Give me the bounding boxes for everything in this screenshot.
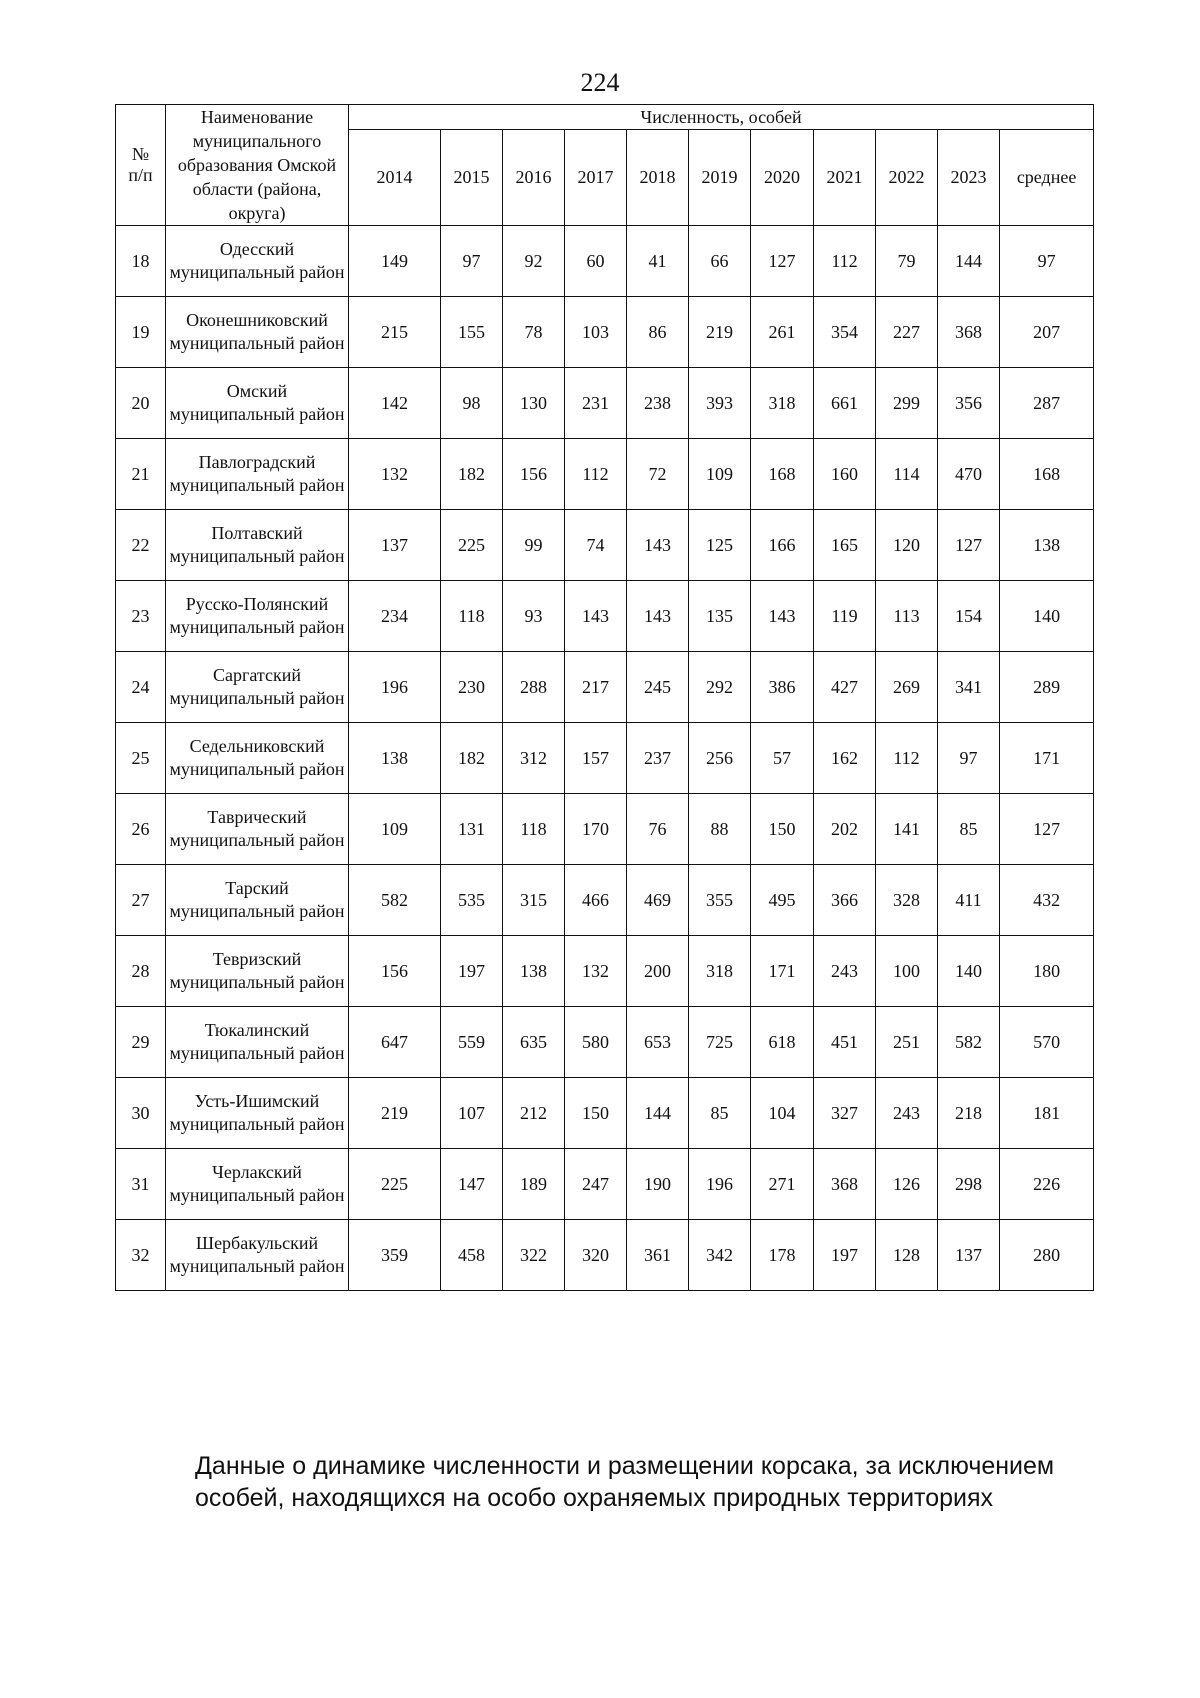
row-value: 127 <box>938 510 1000 581</box>
row-value: 230 <box>441 652 503 723</box>
row-value: 200 <box>627 936 689 1007</box>
row-value: 138 <box>1000 510 1094 581</box>
table-row <box>116 226 1094 297</box>
row-value: 113 <box>876 581 938 652</box>
row-value: 190 <box>627 1149 689 1220</box>
row-num: 29 <box>116 1007 166 1078</box>
row-value: 99 <box>503 510 565 581</box>
row-num: 28 <box>116 936 166 1007</box>
row-value: 247 <box>565 1149 627 1220</box>
row-name: Усть-Ишимский муниципальный район <box>166 1078 349 1149</box>
row-value: 144 <box>938 226 1000 297</box>
table-row <box>116 581 1094 652</box>
row-value: 86 <box>627 297 689 368</box>
row-num: 25 <box>116 723 166 794</box>
row-value: 202 <box>814 794 876 865</box>
header-year: 2020 <box>751 130 814 226</box>
row-value: 138 <box>503 936 565 1007</box>
row-value: 287 <box>1000 368 1094 439</box>
row-value: 143 <box>627 581 689 652</box>
row-value: 79 <box>876 226 938 297</box>
row-value: 156 <box>349 936 441 1007</box>
row-value: 196 <box>689 1149 751 1220</box>
row-value: 109 <box>689 439 751 510</box>
row-value: 292 <box>689 652 751 723</box>
row-value: 100 <box>876 936 938 1007</box>
row-value: 315 <box>503 865 565 936</box>
row-value: 245 <box>627 652 689 723</box>
row-value: 168 <box>751 439 814 510</box>
row-value: 170 <box>565 794 627 865</box>
row-value: 237 <box>627 723 689 794</box>
row-value: 72 <box>627 439 689 510</box>
row-value: 217 <box>565 652 627 723</box>
row-value: 427 <box>814 652 876 723</box>
row-num: 19 <box>116 297 166 368</box>
row-name: Полтавский муниципальный район <box>166 510 349 581</box>
row-value: 155 <box>441 297 503 368</box>
table-row <box>116 1007 1094 1078</box>
row-value: 147 <box>441 1149 503 1220</box>
row-value: 157 <box>565 723 627 794</box>
row-value: 469 <box>627 865 689 936</box>
row-value: 288 <box>503 652 565 723</box>
row-value: 635 <box>503 1007 565 1078</box>
row-value: 312 <box>503 723 565 794</box>
row-value: 60 <box>565 226 627 297</box>
header-year: 2018 <box>627 130 689 226</box>
row-value: 154 <box>938 581 1000 652</box>
row-value: 97 <box>938 723 1000 794</box>
row-value: 458 <box>441 1220 503 1291</box>
row-value: 280 <box>1000 1220 1094 1291</box>
row-value: 135 <box>689 581 751 652</box>
row-value: 112 <box>876 723 938 794</box>
row-value: 112 <box>814 226 876 297</box>
row-value: 171 <box>1000 723 1094 794</box>
row-value: 238 <box>627 368 689 439</box>
table-row <box>116 1149 1094 1220</box>
row-value: 320 <box>565 1220 627 1291</box>
row-value: 322 <box>503 1220 565 1291</box>
row-value: 356 <box>938 368 1000 439</box>
row-value: 97 <box>1000 226 1094 297</box>
row-value: 261 <box>751 297 814 368</box>
population-table <box>115 104 1094 1291</box>
row-name: Тюкалинский муниципальный район <box>166 1007 349 1078</box>
row-value: 165 <box>814 510 876 581</box>
row-value: 227 <box>876 297 938 368</box>
row-value: 131 <box>441 794 503 865</box>
row-value: 411 <box>938 865 1000 936</box>
row-value: 120 <box>876 510 938 581</box>
row-value: 219 <box>689 297 751 368</box>
row-value: 182 <box>441 723 503 794</box>
row-value: 269 <box>876 652 938 723</box>
row-value: 231 <box>565 368 627 439</box>
header-name: Наименование муниципального образования Омской области (района, округа) <box>166 105 349 226</box>
table-row <box>116 936 1094 1007</box>
row-value: 125 <box>689 510 751 581</box>
table-row <box>116 1220 1094 1291</box>
row-value: 661 <box>814 368 876 439</box>
row-value: 128 <box>876 1220 938 1291</box>
row-name: Саргатский муниципальный район <box>166 652 349 723</box>
header-num: № п/п <box>116 105 166 226</box>
row-value: 225 <box>441 510 503 581</box>
row-value: 171 <box>751 936 814 1007</box>
table-body <box>116 226 1094 1291</box>
row-value: 149 <box>349 226 441 297</box>
row-value: 318 <box>751 368 814 439</box>
row-value: 355 <box>689 865 751 936</box>
row-name: Омский муниципальный район <box>166 368 349 439</box>
row-value: 219 <box>349 1078 441 1149</box>
row-value: 85 <box>689 1078 751 1149</box>
row-name: Тарский муниципальный район <box>166 865 349 936</box>
row-value: 197 <box>441 936 503 1007</box>
header-year: 2014 <box>349 130 441 226</box>
row-name: Седельниковский муниципальный район <box>166 723 349 794</box>
row-name: Павлоградский муниципальный район <box>166 439 349 510</box>
row-value: 218 <box>938 1078 1000 1149</box>
row-value: 137 <box>938 1220 1000 1291</box>
row-value: 535 <box>441 865 503 936</box>
row-value: 289 <box>1000 652 1094 723</box>
caption: Данные о динамике численности и размещении корсака, за исключением особей, находящихся на особо охраняемых природных территориях <box>195 1452 1055 1512</box>
table-row <box>116 297 1094 368</box>
row-value: 580 <box>565 1007 627 1078</box>
row-num: 18 <box>116 226 166 297</box>
row-name: Таврический муниципальный район <box>166 794 349 865</box>
row-value: 104 <box>751 1078 814 1149</box>
row-value: 299 <box>876 368 938 439</box>
table-row <box>116 368 1094 439</box>
row-value: 178 <box>751 1220 814 1291</box>
row-value: 243 <box>814 936 876 1007</box>
header-group: Численность, особей <box>349 105 1094 130</box>
row-num: 32 <box>116 1220 166 1291</box>
row-value: 386 <box>751 652 814 723</box>
row-value: 112 <box>565 439 627 510</box>
row-value: 212 <box>503 1078 565 1149</box>
row-name: Тевризский муниципальный район <box>166 936 349 1007</box>
row-num: 23 <box>116 581 166 652</box>
table-row <box>116 794 1094 865</box>
row-value: 168 <box>1000 439 1094 510</box>
row-num: 30 <box>116 1078 166 1149</box>
row-value: 432 <box>1000 865 1094 936</box>
header-year: среднее <box>1000 130 1094 226</box>
row-value: 127 <box>1000 794 1094 865</box>
row-num: 26 <box>116 794 166 865</box>
row-value: 256 <box>689 723 751 794</box>
row-value: 354 <box>814 297 876 368</box>
row-name: Оконешниковский муниципальный район <box>166 297 349 368</box>
row-num: 20 <box>116 368 166 439</box>
row-value: 150 <box>565 1078 627 1149</box>
row-value: 143 <box>565 581 627 652</box>
table-row <box>116 510 1094 581</box>
table-row <box>116 723 1094 794</box>
row-value: 118 <box>503 794 565 865</box>
row-value: 327 <box>814 1078 876 1149</box>
row-value: 359 <box>349 1220 441 1291</box>
row-value: 107 <box>441 1078 503 1149</box>
row-value: 156 <box>503 439 565 510</box>
table-row <box>116 652 1094 723</box>
row-value: 160 <box>814 439 876 510</box>
row-value: 143 <box>751 581 814 652</box>
row-value: 141 <box>876 794 938 865</box>
row-value: 196 <box>349 652 441 723</box>
row-value: 150 <box>751 794 814 865</box>
row-value: 140 <box>1000 581 1094 652</box>
row-value: 181 <box>1000 1078 1094 1149</box>
row-value: 318 <box>689 936 751 1007</box>
row-value: 98 <box>441 368 503 439</box>
row-value: 103 <box>565 297 627 368</box>
row-value: 88 <box>689 794 751 865</box>
row-num: 22 <box>116 510 166 581</box>
row-value: 470 <box>938 439 1000 510</box>
row-value: 109 <box>349 794 441 865</box>
row-name: Одесский муниципальный район <box>166 226 349 297</box>
row-value: 243 <box>876 1078 938 1149</box>
row-value: 328 <box>876 865 938 936</box>
row-value: 298 <box>938 1149 1000 1220</box>
row-value: 127 <box>751 226 814 297</box>
row-value: 92 <box>503 226 565 297</box>
row-value: 126 <box>876 1149 938 1220</box>
row-num: 24 <box>116 652 166 723</box>
row-value: 66 <box>689 226 751 297</box>
row-name: Русско-Полянский муниципальный район <box>166 581 349 652</box>
row-value: 215 <box>349 297 441 368</box>
row-value: 189 <box>503 1149 565 1220</box>
row-value: 197 <box>814 1220 876 1291</box>
row-value: 74 <box>565 510 627 581</box>
row-value: 653 <box>627 1007 689 1078</box>
row-num: 31 <box>116 1149 166 1220</box>
row-value: 234 <box>349 581 441 652</box>
row-value: 207 <box>1000 297 1094 368</box>
row-value: 180 <box>1000 936 1094 1007</box>
row-value: 559 <box>441 1007 503 1078</box>
page-number: 224 <box>580 68 620 97</box>
row-value: 366 <box>814 865 876 936</box>
row-value: 118 <box>441 581 503 652</box>
row-name: Шербакульский муниципальный район <box>166 1220 349 1291</box>
row-value: 132 <box>565 936 627 1007</box>
row-value: 143 <box>627 510 689 581</box>
header-year: 2022 <box>876 130 938 226</box>
row-value: 341 <box>938 652 1000 723</box>
row-num: 21 <box>116 439 166 510</box>
row-value: 85 <box>938 794 1000 865</box>
row-value: 368 <box>938 297 1000 368</box>
row-value: 78 <box>503 297 565 368</box>
row-value: 97 <box>441 226 503 297</box>
row-value: 132 <box>349 439 441 510</box>
row-value: 41 <box>627 226 689 297</box>
row-value: 647 <box>349 1007 441 1078</box>
row-value: 119 <box>814 581 876 652</box>
row-value: 451 <box>814 1007 876 1078</box>
row-value: 130 <box>503 368 565 439</box>
row-value: 144 <box>627 1078 689 1149</box>
row-value: 225 <box>349 1149 441 1220</box>
row-value: 76 <box>627 794 689 865</box>
row-value: 162 <box>814 723 876 794</box>
header-year: 2017 <box>565 130 627 226</box>
row-value: 342 <box>689 1220 751 1291</box>
row-value: 114 <box>876 439 938 510</box>
header-year: 2023 <box>938 130 1000 226</box>
row-value: 466 <box>565 865 627 936</box>
row-num: 27 <box>116 865 166 936</box>
row-value: 393 <box>689 368 751 439</box>
table-row <box>116 439 1094 510</box>
row-value: 140 <box>938 936 1000 1007</box>
row-value: 361 <box>627 1220 689 1291</box>
row-value: 495 <box>751 865 814 936</box>
header-year: 2019 <box>689 130 751 226</box>
table-row <box>116 865 1094 936</box>
row-value: 182 <box>441 439 503 510</box>
row-value: 93 <box>503 581 565 652</box>
row-value: 251 <box>876 1007 938 1078</box>
row-value: 618 <box>751 1007 814 1078</box>
row-value: 582 <box>938 1007 1000 1078</box>
row-value: 582 <box>349 865 441 936</box>
table-row <box>116 1078 1094 1149</box>
row-value: 570 <box>1000 1007 1094 1078</box>
table-header <box>116 105 1094 226</box>
row-value: 137 <box>349 510 441 581</box>
row-value: 57 <box>751 723 814 794</box>
row-value: 138 <box>349 723 441 794</box>
header-year: 2015 <box>441 130 503 226</box>
row-value: 368 <box>814 1149 876 1220</box>
row-value: 271 <box>751 1149 814 1220</box>
row-name: Черлакский муниципальный район <box>166 1149 349 1220</box>
row-value: 226 <box>1000 1149 1094 1220</box>
header-year: 2021 <box>814 130 876 226</box>
row-value: 166 <box>751 510 814 581</box>
row-value: 725 <box>689 1007 751 1078</box>
row-value: 142 <box>349 368 441 439</box>
header-year: 2016 <box>503 130 565 226</box>
